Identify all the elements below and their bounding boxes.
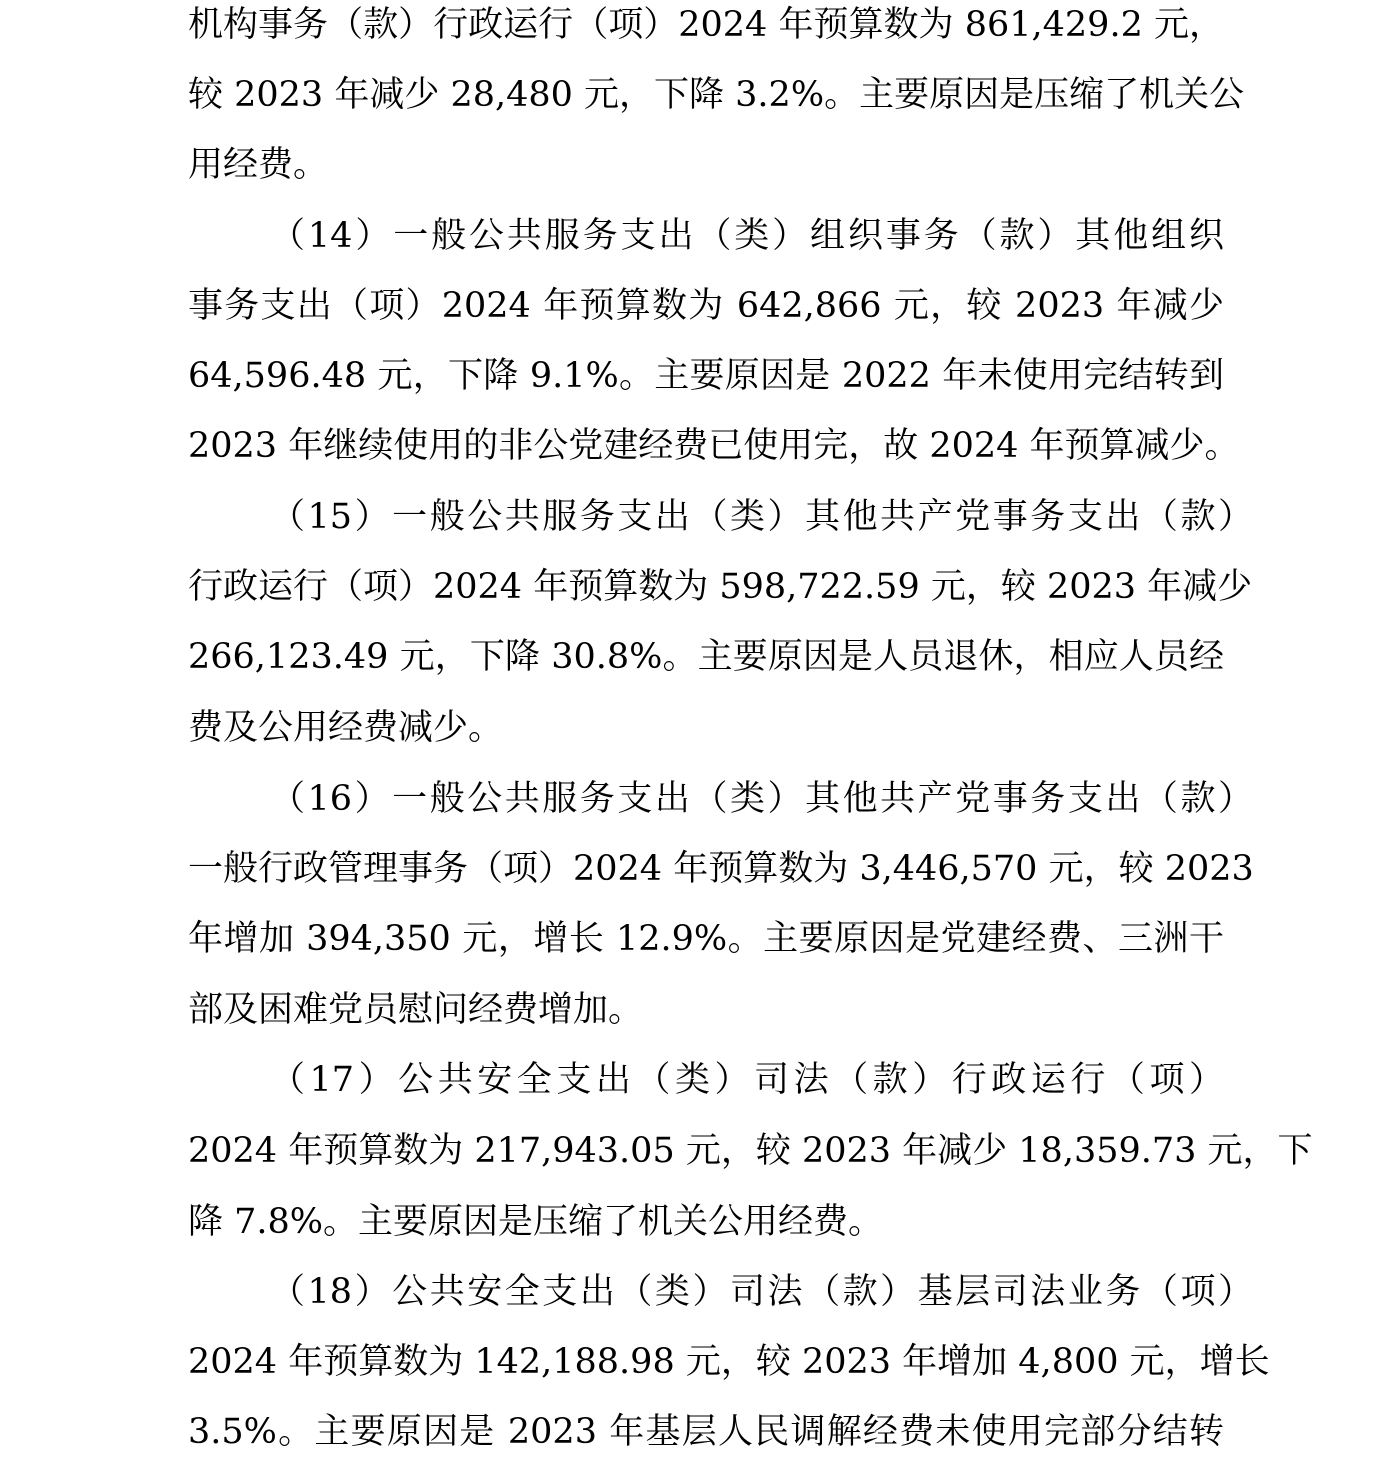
paragraph-heading-14: （14）一般公共服务支出（类）组织事务（款）其他组织 (270, 216, 1224, 256)
text-line: 费及公用经费减少。 (188, 708, 504, 748)
text-line: 266,123.49 元，下降 30.8%。主要原因是人员退休，相应人员经 (188, 637, 1224, 677)
text-line: 行政运行（项）2024 年预算数为 598,722.59 元，较 2023 年减少 (188, 567, 1253, 607)
text-line: 较 2023 年减少 28,480 元，下降 3.2%。主要原因是压缩了机关公 (188, 75, 1245, 115)
text-line: 2024 年预算数为 142,188.98 元，较 2023 年增加 4,800 元，增长 (188, 1342, 1270, 1382)
text-line: 机构事务（款）行政运行（项）2024 年预算数为 861,429.2 元， (188, 5, 1224, 45)
text-line: 年增加 394,350 元，增长 12.9%。主要原因是党建经费、三洲干 (188, 919, 1224, 959)
text-line: 3.5%。主要原因是 2023 年基层人民调解经费未使用完部分结转 (188, 1412, 1224, 1452)
paragraph-heading-16: （16）一般公共服务支出（类）其他共产党事务支出（款） (270, 779, 1253, 819)
text-line: 降 7.8%。主要原因是压缩了机关公用经费。 (188, 1202, 884, 1242)
text-line: 2023 年继续使用的非公党建经费已使用完，故 2024 年预算减少。 (188, 426, 1240, 466)
text-line: 2024 年预算数为 217,943.05 元，较 2023 年减少 18,359.73 元，下 (188, 1131, 1313, 1171)
paragraph-heading-18: （18）公共安全支出（类）司法（款）基层司法业务（项） (270, 1272, 1253, 1312)
paragraph-heading-17: （17）公共安全支出（类）司法（款）行政运行（项） (270, 1060, 1224, 1100)
text-line: 用经费。 (188, 145, 329, 185)
paragraph-heading-15: （15）一般公共服务支出（类）其他共产党事务支出（款） (270, 497, 1253, 537)
text-line: 一般行政管理事务（项）2024 年预算数为 3,446,570 元，较 2023 (188, 849, 1254, 889)
text-line: 事务支出（项）2024 年预算数为 642,866 元，较 2023 年减少 (188, 286, 1224, 326)
text-line: 64,596.48 元，下降 9.1%。主要原因是 2022 年未使用完结转到 (188, 356, 1224, 396)
text-line: 部及困难党员慰问经费增加。 (188, 990, 644, 1030)
